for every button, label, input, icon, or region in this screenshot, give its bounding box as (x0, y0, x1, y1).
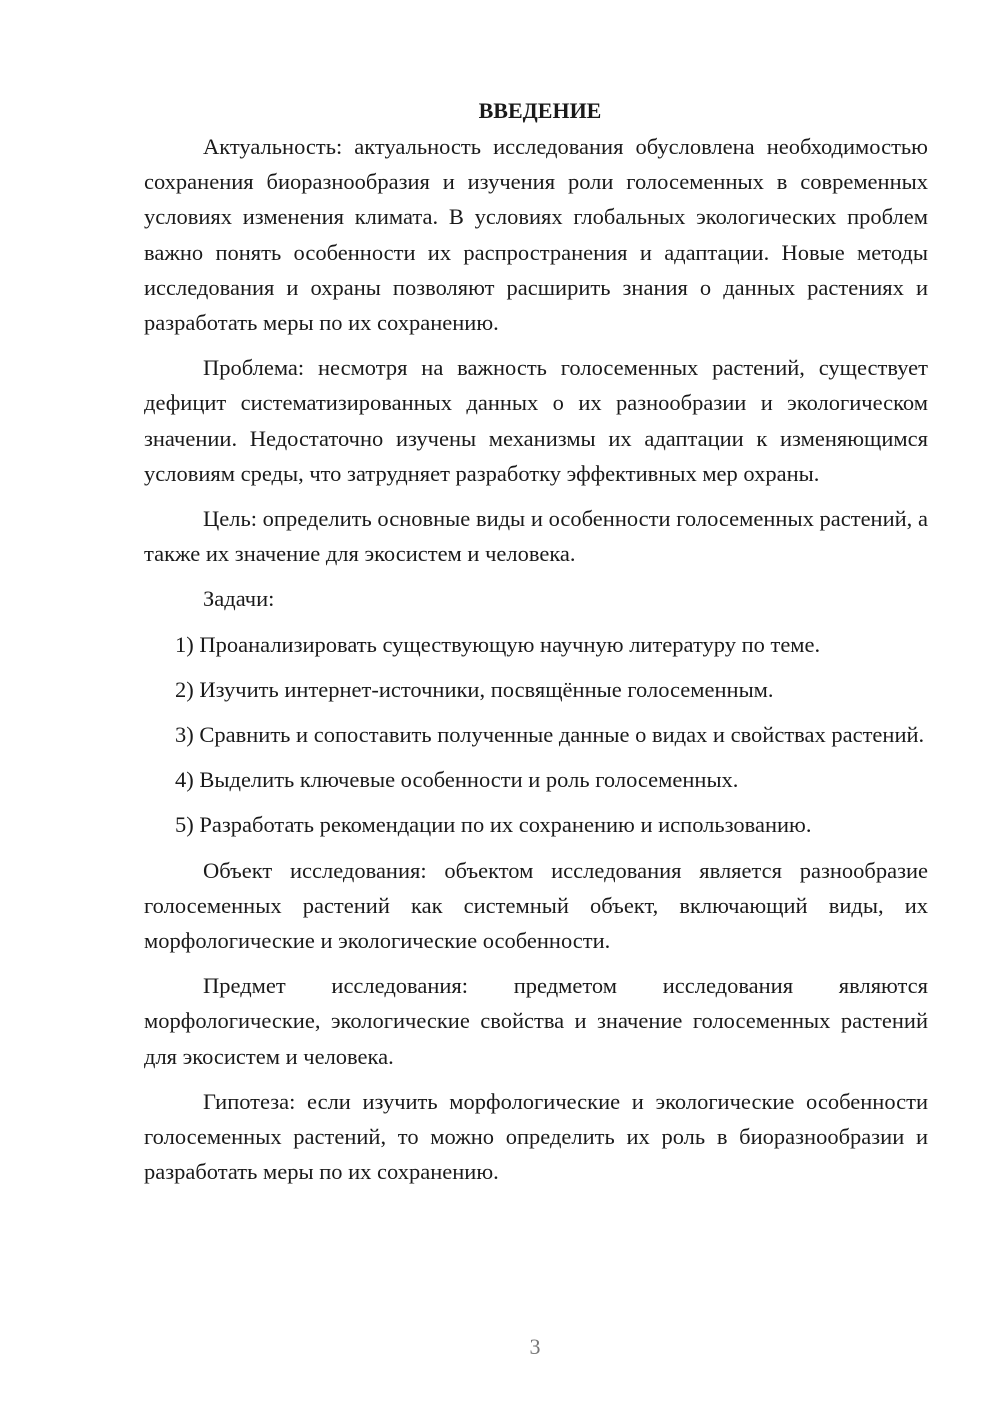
section-title: ВВЕДЕНИЕ (478, 98, 602, 123)
object-paragraph: Объект исследования: объектом исследования является разнообразие голосеменных растений как системный объект, включающий виды, их морфологические и экологические особенности. (144, 857, 928, 954)
task-item: 4) Выделить ключевые особенности и роль голосеменных. (175, 767, 739, 793)
relevance-paragraph: Актуальность: актуальность исследования обусловлена необходимостью сохранения биоразнообразия и изучения роли голосеменных в современных условиях изменения климата. В условиях глобальных экологических проблем важно понять особенности их распространения и адаптации. Новые методы исследования и охраны позволяют расширить знания о данных растениях и разработать меры по их сохранению. (144, 134, 928, 336)
task-item: 3) Сравнить и сопоставить полученные данные о видах и свойствах растений. (175, 722, 925, 748)
page-content (144, 96, 928, 1199)
tasks-list (144, 627, 928, 843)
hypothesis-paragraph: Гипотеза: если изучить морфологические и экологические особенности голосеменных растений, то можно определить их роль в биоразнообразии и разработать меры по их сохранению. (144, 1088, 928, 1185)
tasks-label: Задачи: (203, 586, 275, 612)
problem-paragraph: Проблема: несмотря на важность голосеменных растений, существует дефицит систематизированных данных о их разнообразии и экологическом значении. Недостаточно изучены механизмы их адаптации к изменяющимся условиям среды, что затрудняет разработку эффективных мер охраны. (144, 355, 928, 486)
page-number: 3 (529, 1334, 541, 1359)
task-item: 1) Проанализировать существующую научную литературу по теме. (175, 631, 821, 657)
task-item: 2) Изучить интернет-источники, посвящённые голосеменным. (175, 676, 774, 702)
task-item: 5) Разработать рекомендации по их сохранению и использованию. (175, 812, 812, 838)
subject-paragraph: Предмет исследования: предметом исследования являются морфологические, экологические свойства и значение голосеменных растений для экосистем и человека. (144, 973, 928, 1069)
goal-paragraph: Цель: определить основные виды и особенности голосеменных растений, а также их значение для экосистем и человека. (144, 506, 928, 567)
